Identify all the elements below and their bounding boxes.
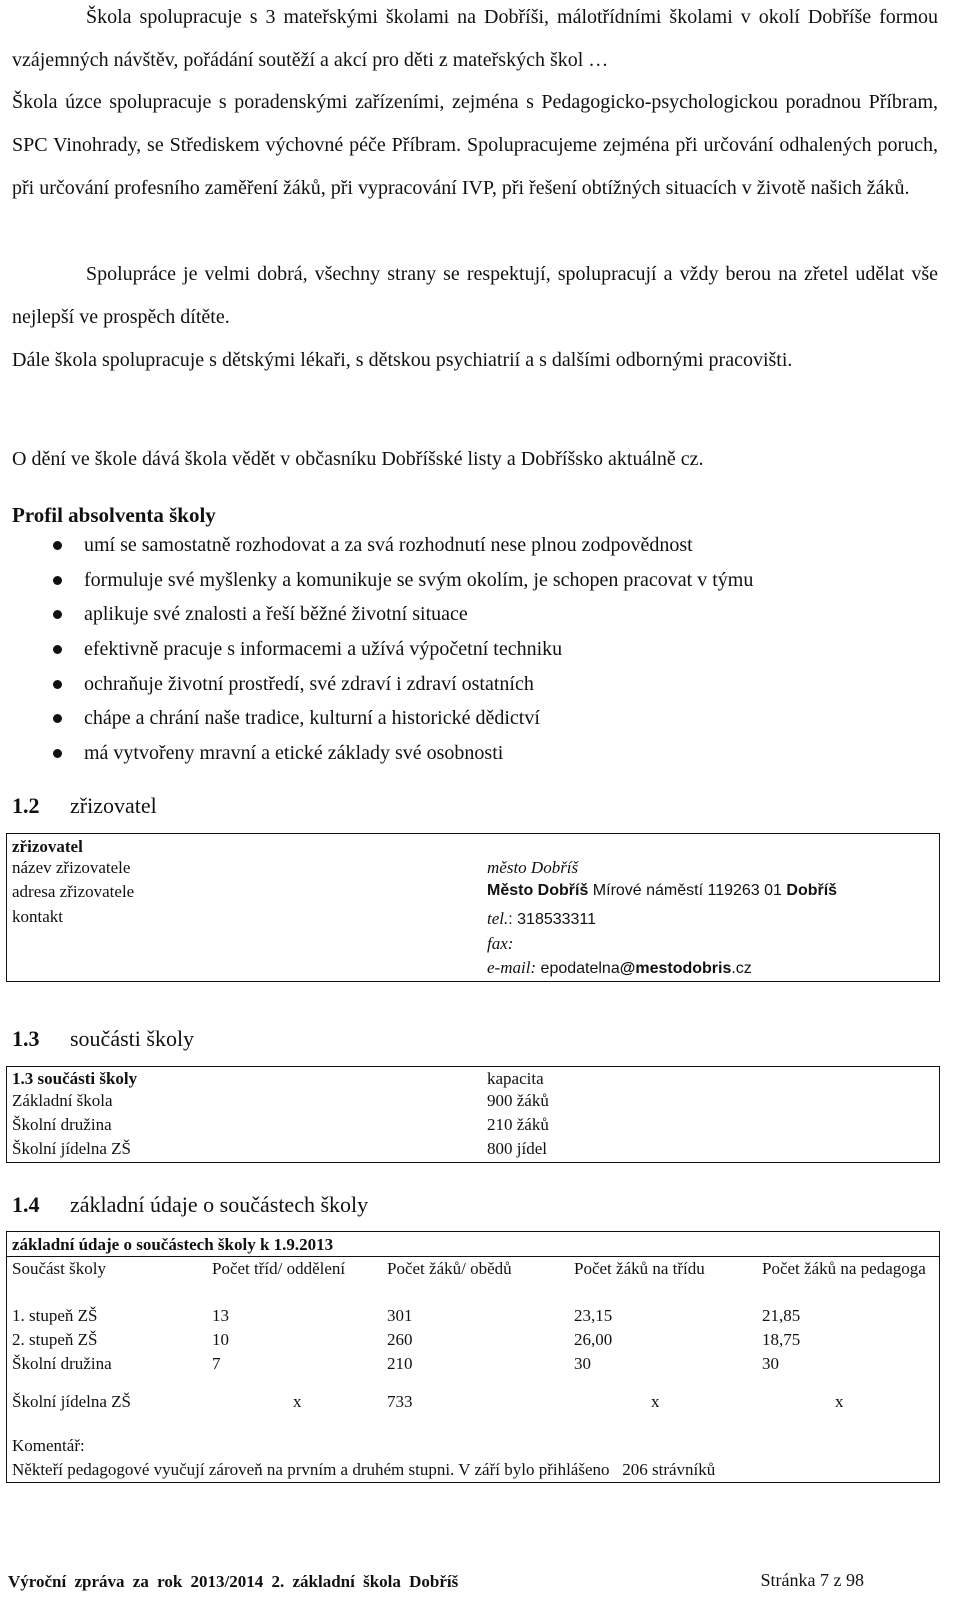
founder-tel: tel.: 318533311	[487, 908, 597, 928]
table-row: Školní družina 210 žáků	[12, 1114, 549, 1134]
founder-table	[6, 833, 940, 982]
paragraph-school-news: O dění ve škole dává škola vědět v občasníku Dobříšské listy a Dobříšsko aktuálně cz.	[12, 448, 704, 470]
bullet-icon	[53, 680, 62, 689]
section-heading-founder	[12, 793, 157, 819]
paragraph-cooperation-kindergartens: Škola spolupracuje s 3 mateřskými školami na Dobříši, málotřídními školami v okolí Dobříše formou vzájemných návštěv, pořádání soutěží a akcí pro děti z mateřských škol …	[12, 6, 938, 71]
section-title: součásti školy	[70, 1026, 195, 1051]
table-row: Základní škola 900 žáků	[12, 1090, 549, 1110]
list-item: efektivně pracuje s informacemi a užívá výpočetní techniku	[12, 632, 932, 667]
list-item: aplikuje své znalosti a řeší běžné životní situace	[12, 597, 932, 632]
basic-data-title: základní údaje o součástech školy k 1.9.2013	[7, 1232, 940, 1257]
paragraph-cooperation-doctors: Dále škola spolupracuje s dětskými lékaři, s dětskou psychiatrií a s dalšími odbornými pracovišti.	[12, 349, 793, 371]
profile-list	[12, 528, 932, 771]
footer-document-title: Výroční zpráva za rok 2013/2014 2. základní škola Dobříš	[8, 1572, 459, 1591]
table-row: Školní družina 7 210 30 30	[12, 1353, 779, 1373]
table-row: Školní jídelna ZŠ 800 jídel	[12, 1138, 547, 1158]
section-title: základní údaje o součástech školy	[70, 1192, 369, 1217]
section-heading-basic-data	[12, 1192, 368, 1218]
founder-fax: fax:	[487, 933, 514, 953]
comment-text: Někteří pedagogové vyučují zároveň na prvním a druhém stupni. V září bylo přihlášeno 206 strávníků	[12, 1459, 716, 1479]
section-title: zřizovatel	[70, 793, 157, 818]
paragraph-cooperation-quality: Spolupráce je velmi dobrá, všechny strany se respektují, spolupracují a vždy berou na zřetel udělat vše nejlepší ve prospěch dítěte.	[12, 263, 938, 328]
section-number: 1.2	[12, 793, 40, 818]
founder-email[interactable]: e-mail: epodatelna@mestodobris.cz	[487, 957, 752, 977]
list-item: umí se samostatně rozhodovat a za svá rozhodnutí nese plnou zodpovědnost	[12, 528, 932, 563]
founder-contact-label: kontakt	[12, 906, 63, 926]
list-item: má vytvořeny mravní a etické základy své osobnosti	[12, 736, 932, 771]
founder-address-label: adresa zřizovatele	[12, 881, 135, 901]
profile-heading: Profil absolventa školy	[12, 503, 216, 527]
bullet-icon	[53, 749, 62, 758]
section-number: 1.3	[12, 1026, 40, 1051]
footer-page-number: Stránka 7 z 98	[760, 1570, 864, 1590]
components-table	[6, 1066, 940, 1163]
components-header-right: kapacita	[487, 1069, 544, 1088]
founder-name-value: město Dobříš	[487, 857, 579, 877]
bullet-icon	[53, 576, 62, 585]
bullet-icon	[53, 610, 62, 619]
table-row: 2. stupeň ZŠ 10 260 26,00 18,75	[12, 1329, 801, 1349]
founder-table-header: zřizovatel	[12, 837, 83, 856]
list-item: chápe a chrání naše tradice, kulturní a historické dědictví	[12, 701, 932, 736]
founder-name-label: název zřizovatele	[12, 857, 131, 877]
bullet-icon	[53, 541, 62, 550]
paragraph-cooperation-counseling: Škola úzce spolupracuje s poradenskými zařízeními, zejména s Pedagogicko-psychologickou poradnou Příbram, SPC Vinohrady, se Střediskem výchovné péče Příbram. Spolupracujeme zejména při určování odhalených poruch, při určování profesního zaměření žáků, při vypracování IVP, při řešení obtížných situacích v životě našich žáků.	[12, 91, 938, 199]
bullet-icon	[53, 714, 62, 723]
basic-data-table	[6, 1231, 940, 1483]
founder-address-value: Město Dobříš Mírové náměstí 119263 01 Dobříš	[487, 881, 838, 899]
table-row: 1. stupeň ZŠ 13 301 23,15 21,85	[12, 1305, 801, 1325]
comment-label: Komentář:	[12, 1435, 85, 1455]
bullet-icon	[53, 645, 62, 654]
section-heading-components	[12, 1026, 194, 1052]
table-header-row: Součást školy Počet tříd/ oddělení Počet žáků/ obědů Počet žáků na třídu Počet žáků na pedagoga	[12, 1259, 926, 1278]
page-footer	[8, 1572, 940, 1592]
components-header-left: 1.3 součásti školy	[12, 1069, 138, 1088]
table-row: Školní jídelna ZŠ x 733 x x	[12, 1391, 844, 1411]
comment-cell	[7, 1432, 940, 1483]
list-item: ochraňuje životní prostředí, své zdraví i zdraví ostatních	[12, 667, 932, 702]
founder-contact-value	[467, 907, 940, 982]
list-item: formuluje své myšlenky a komunikuje se svým okolím, je schopen pracovat v týmu	[12, 563, 932, 598]
section-number: 1.4	[12, 1192, 40, 1217]
